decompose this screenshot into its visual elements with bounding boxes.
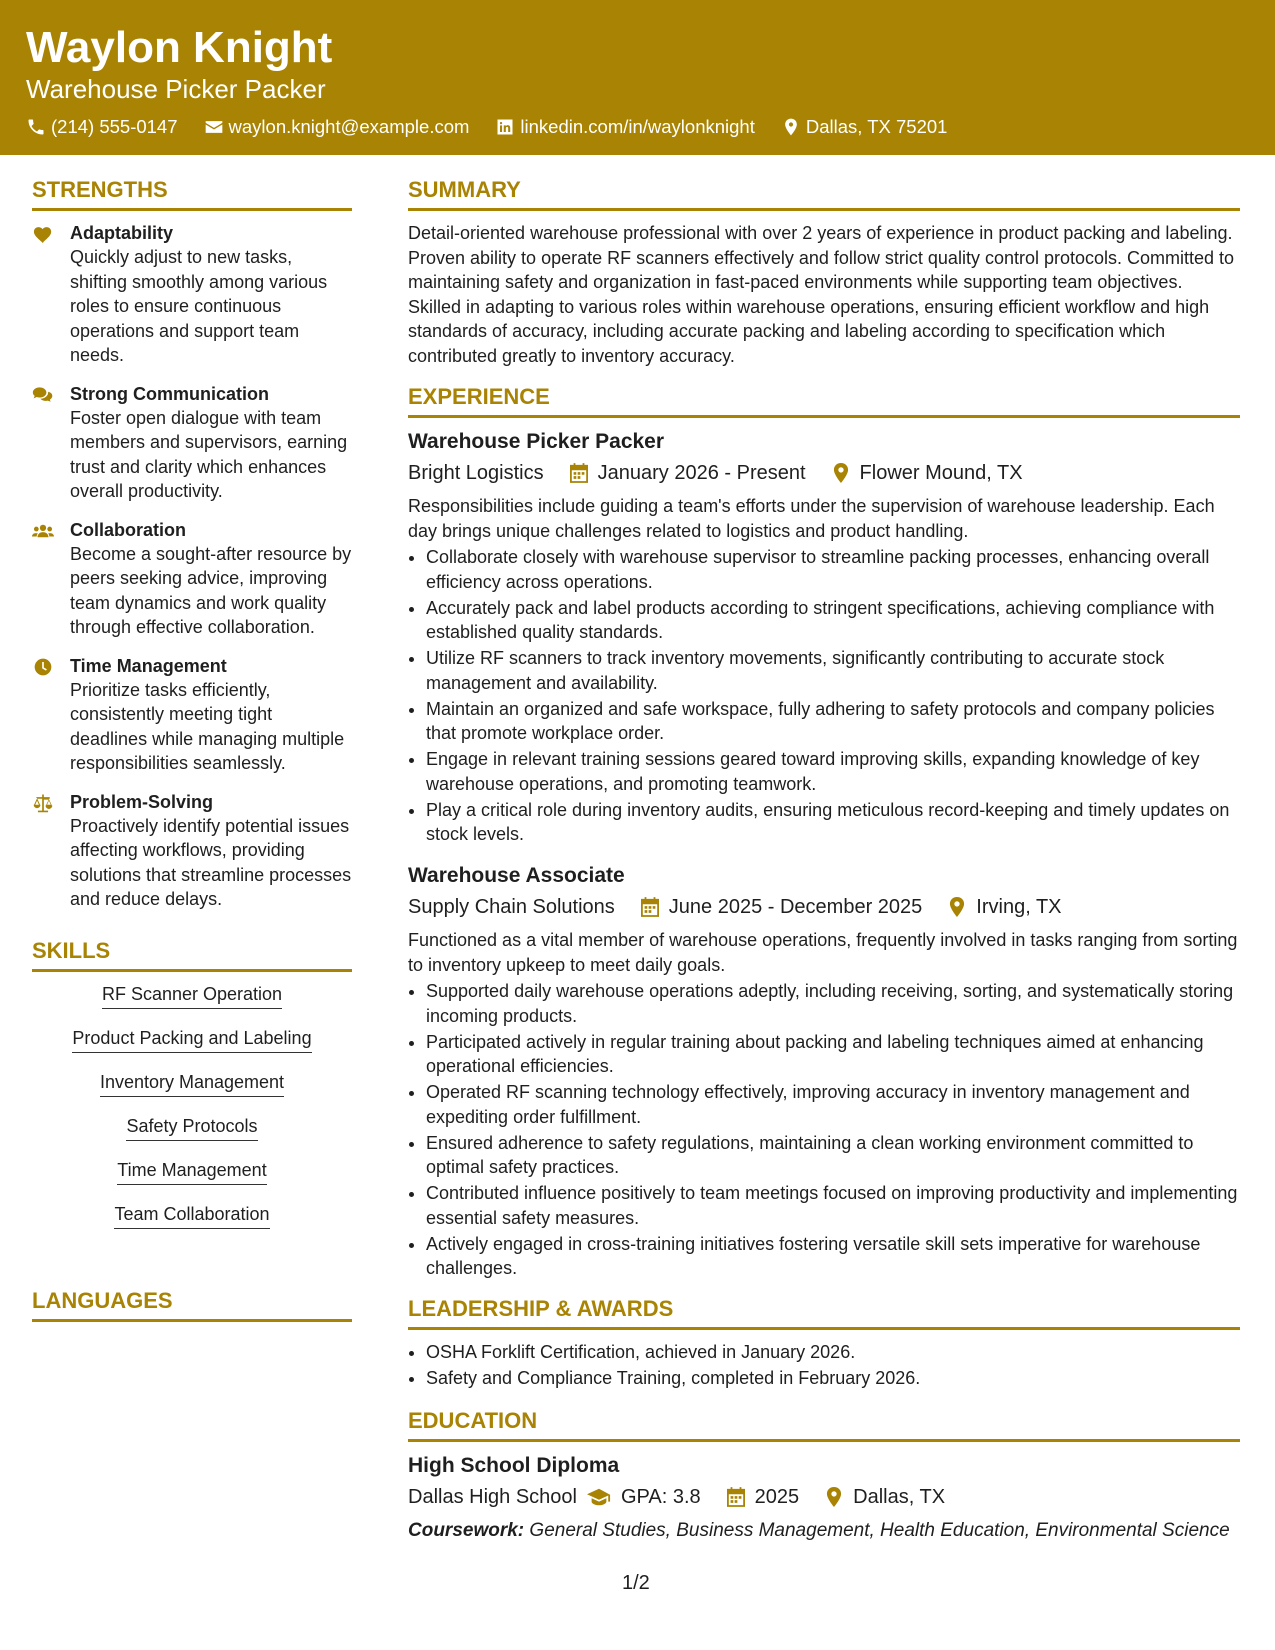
- company-name: Bright Logistics: [408, 462, 544, 484]
- strength-desc: Prioritize tasks efficiently, consistently meeting tight deadlines while managing multiple responsibilities seamlessly.: [70, 679, 345, 773]
- skill-tag: Team Collaboration: [114, 1202, 269, 1229]
- strength-item: [32, 790, 352, 912]
- contact-bar: [26, 116, 1249, 138]
- calendar-icon: [641, 897, 659, 917]
- leadership-heading: LEADERSHIP & AWARDS: [408, 1296, 674, 1321]
- list-item: • Utilize RF scanners to track inventory movements, significantly contributing to accurate stock management and availability.: [426, 646, 1240, 695]
- section-divider: [32, 969, 352, 972]
- coursework: [408, 1518, 1240, 1543]
- job-dates: January 2026 - Present: [597, 462, 806, 484]
- page-number: 1/2: [622, 1572, 650, 1594]
- contact-phone: [26, 116, 178, 138]
- job-location: Flower Mound, TX: [859, 462, 1023, 484]
- list-item: • OSHA Forklift Certification, achieved in January 2026.: [426, 1340, 1240, 1365]
- education-location: Dallas, TX: [853, 1486, 946, 1508]
- strength-title: Time Management: [70, 655, 227, 676]
- section-divider: [408, 1327, 1240, 1330]
- strength-item: [32, 221, 352, 368]
- clock-icon: [32, 657, 54, 677]
- strength-title: Problem-Solving: [70, 791, 214, 812]
- list-item: • Accurately pack and label products according to stringent specifications, achieving compliance with established quality standards.: [426, 596, 1240, 645]
- skill-tag: Inventory Management: [100, 1070, 284, 1097]
- job-bullets: [408, 545, 1240, 847]
- linkedin-icon: [495, 117, 515, 137]
- strength-item: [32, 382, 352, 504]
- left-column: [32, 175, 352, 1332]
- job-title: Warehouse Associate: [408, 864, 625, 887]
- contact-location: [781, 116, 948, 138]
- location-text: Dallas, TX 75201: [805, 116, 948, 137]
- job-location: Irving, TX: [976, 896, 1062, 918]
- job-bullets: [408, 979, 1240, 1281]
- users-icon: [32, 521, 54, 541]
- graduation-cap-icon: [587, 1487, 611, 1507]
- strength-desc: Quickly adjust to new tasks, shifting smoothly among various roles to ensure continuous operations and support team needs.: [70, 247, 328, 365]
- strengths-heading: STRENGTHS: [32, 177, 168, 202]
- list-item: • Participated actively in regular training about packing and labeling techniques aimed at enhancing operational efficiencies.: [426, 1030, 1240, 1079]
- summary-heading: SUMMARY: [408, 177, 521, 202]
- summary-text: Detail-oriented warehouse professional with over 2 years of experience in product packing and labeling. Proven ability to operate RF scanners effectively and follow strict quality control protocols. Committed to maintaining safety and organization in fast-paced environments while supporting team objectives. Skilled in adapting to various roles within warehouse operations, ensuring efficient workflow and high standards of accuracy, including accurate packing and labeling according to specification which contributed greatly to inventory accuracy.: [408, 223, 1235, 366]
- skill-tag: Safety Protocols: [126, 1114, 257, 1141]
- experience-heading: EXPERIENCE: [408, 384, 550, 409]
- map-pin-icon: [781, 117, 801, 137]
- degree-title: High School Diploma: [408, 1454, 620, 1477]
- job-intro: Functioned as a vital member of warehouse operations, frequently involved in tasks ranging from sorting to inventory upkeep to meet daily goals.: [408, 930, 1238, 975]
- list-item: • Ensured adherence to safety regulations, maintaining a clean working environment committed to optimal safety practices.: [426, 1131, 1240, 1180]
- envelope-icon: [204, 117, 224, 137]
- right-column: [408, 175, 1240, 1543]
- list-item: • Collaborate closely with warehouse supervisor to streamline packing processes, enhancing overall efficiency across operations.: [426, 545, 1240, 594]
- map-pin-icon: [948, 897, 966, 917]
- strength-item: [32, 654, 352, 776]
- calendar-icon: [570, 463, 588, 483]
- list-item: • Play a critical role during inventory audits, ensuring meticulous record-keeping and timely updates on stock levels.: [426, 798, 1240, 847]
- list-item: • Safety and Compliance Training, completed in February 2026.: [426, 1366, 1240, 1391]
- scale-icon: [32, 793, 54, 813]
- resume-header: [0, 0, 1275, 155]
- phone-text: (214) 555-0147: [51, 116, 178, 137]
- comments-icon: [32, 385, 54, 405]
- email-text: waylon.knight@example.com: [228, 116, 470, 137]
- section-divider: [32, 1319, 352, 1322]
- linkedin-text: linkedin.com/in/waylonknight: [520, 116, 755, 137]
- skill-tag: Time Management: [117, 1158, 266, 1185]
- job-meta: [408, 458, 1240, 488]
- strength-desc: Foster open dialogue with team members and supervisors, earning trust and clarity which enhances overall productivity.: [70, 407, 348, 501]
- list-item: • Maintain an organized and safe workspace, fully adhering to safety protocols and company policies that promote workplace order.: [426, 697, 1240, 746]
- school-name: Dallas High School: [408, 1486, 577, 1508]
- contact-linkedin[interactable]: [495, 116, 754, 138]
- strength-title: Adaptability: [70, 223, 174, 243]
- job-intro: Responsibilities include guiding a team's efforts under the supervision of warehouse leadership. Each day brings unique challenges related to logistics and product handling.: [408, 496, 1215, 541]
- section-divider: [408, 1439, 1240, 1442]
- skills-list: [32, 982, 352, 1246]
- job-entry: [408, 862, 1240, 1281]
- section-divider: [32, 208, 352, 211]
- education-year: 2025: [754, 1486, 800, 1508]
- heart-icon: [32, 224, 54, 244]
- strength-desc: Become a sought-after resource by peers seeking advice, improving team dynamics and work quality through effective collaboration.: [70, 543, 352, 637]
- strength-item: [32, 518, 352, 640]
- coursework-label: Coursework:: [408, 1520, 525, 1541]
- job-dates: June 2025 - December 2025: [668, 896, 923, 918]
- strength-title: Strong Communication: [70, 383, 269, 404]
- job-entry: [408, 428, 1240, 847]
- calendar-icon: [727, 1487, 745, 1507]
- education-heading: EDUCATION: [408, 1408, 538, 1433]
- job-meta: [408, 892, 1240, 922]
- list-item: • Engage in relevant training sessions geared toward improving skills, expanding knowledge of key warehouse operations, and promoting teamwork.: [426, 747, 1240, 796]
- education-gpa: GPA: 3.8: [620, 1486, 701, 1508]
- education-meta: [408, 1482, 1240, 1512]
- job-title: Warehouse Picker Packer: [408, 430, 665, 453]
- list-item: • Actively engaged in cross-training initiatives fostering versatile skill sets imperative for warehouse challenges.: [426, 1232, 1240, 1281]
- list-item: • Contributed influence positively to team meetings focused on improving productivity and implementing essential safety measures.: [426, 1181, 1240, 1230]
- map-pin-icon: [825, 1487, 843, 1507]
- phone-icon: [26, 117, 46, 137]
- skills-heading: SKILLS: [32, 937, 111, 963]
- company-name: Supply Chain Solutions: [408, 896, 615, 918]
- section-divider: [408, 208, 1240, 211]
- map-pin-icon: [832, 463, 850, 483]
- list-item: • Operated RF scanning technology effectively, improving accuracy in inventory management and expediting order fulfillment.: [426, 1080, 1240, 1129]
- candidate-name: Waylon Knight: [26, 23, 333, 72]
- candidate-role: Warehouse Picker Packer: [26, 74, 326, 104]
- languages-heading: LANGUAGES: [32, 1287, 173, 1313]
- section-divider: [408, 415, 1240, 418]
- awards-list: [408, 1340, 1240, 1391]
- skill-tag: RF Scanner Operation: [102, 982, 282, 1009]
- list-item: • Supported daily warehouse operations adeptly, including receiving, sorting, and systematically storing incoming products.: [426, 979, 1240, 1028]
- skill-tag: Product Packing and Labeling: [72, 1026, 311, 1053]
- contact-email[interactable]: [204, 116, 470, 138]
- strength-title: Collaboration: [70, 519, 186, 540]
- coursework-text: General Studies, Business Management, Health Education, Environmental Science: [529, 1520, 1230, 1541]
- strength-desc: Proactively identify potential issues affecting workflows, providing solutions that streamline processes and reduce delays.: [70, 815, 352, 909]
